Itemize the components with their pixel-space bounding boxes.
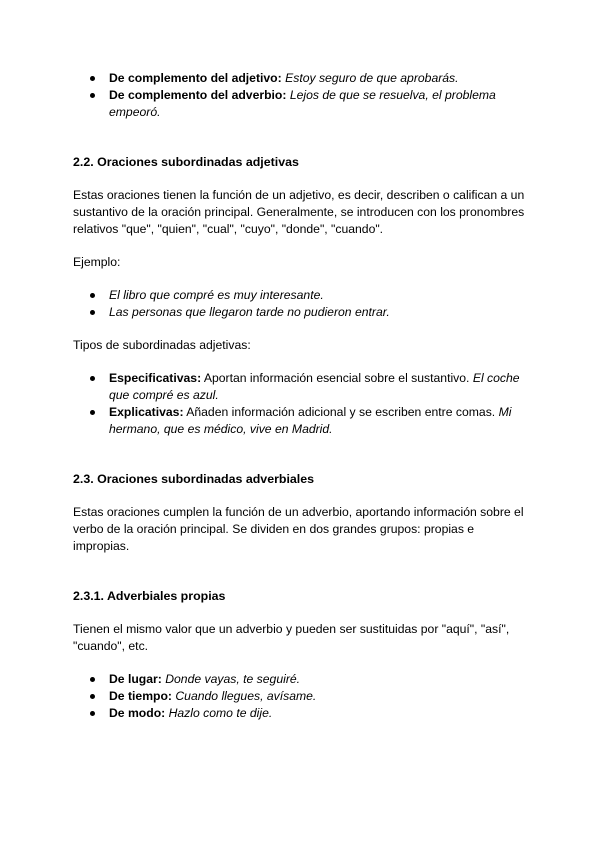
item-example: Hazlo como te dije. xyxy=(168,706,273,720)
item-example: Mi hermano, que es médico, vive en Madrid. xyxy=(109,405,512,436)
item-text: Añaden información adicional y se escriben entre comas. xyxy=(186,405,496,419)
list-item xyxy=(73,287,528,304)
item-label: De modo: xyxy=(109,706,166,720)
item-example: Lejos de que se resuelva, el problema empeoró. xyxy=(109,88,496,119)
item-label: Especificativas: xyxy=(109,371,202,385)
item-label: De lugar: xyxy=(109,672,162,686)
item-example: El coche que compré es azul. xyxy=(109,371,520,402)
complement-list xyxy=(73,70,528,121)
section-heading-2-3: 2.3. Oraciones subordinadas adverbiales xyxy=(73,472,315,486)
section-heading-2-3-1: 2.3.1. Adverbiales propias xyxy=(73,589,226,603)
item-example: El libro que compré es muy interesante. xyxy=(109,288,324,302)
list-item xyxy=(73,304,528,321)
example-list xyxy=(73,287,528,321)
item-text: Aportan información esencial sobre el sustantivo. xyxy=(203,371,470,385)
list-item xyxy=(73,688,528,705)
document-page xyxy=(73,70,528,722)
item-label: De complemento del adverbio: xyxy=(109,88,287,102)
item-example: Estoy seguro de que aprobarás. xyxy=(285,71,459,85)
paragraph-2-3-intro: Estas oraciones cumplen la función de un adverbio, aportando información sobre el verbo de la oración principal. Se dividen en dos grandes grupos: propias e impropias. xyxy=(73,505,524,553)
adverbial-types-list xyxy=(73,671,528,722)
item-label: De complemento del adjetivo: xyxy=(109,71,282,85)
item-label: Explicativas: xyxy=(109,405,184,419)
list-item xyxy=(73,705,528,722)
list-item xyxy=(73,87,528,121)
types-label: Tipos de subordinadas adjetivas: xyxy=(73,338,251,352)
item-label: De tiempo: xyxy=(109,689,172,703)
list-item xyxy=(73,404,528,438)
example-label: Ejemplo: xyxy=(73,255,121,269)
item-example: Las personas que llegaron tarde no pudieron entrar. xyxy=(109,305,390,319)
types-list xyxy=(73,370,528,438)
section-heading-2-2: 2.2. Oraciones subordinadas adjetivas xyxy=(73,155,299,169)
item-example: Donde vayas, te seguiré. xyxy=(165,672,301,686)
paragraph-2-2-intro: Estas oraciones tienen la función de un adjetivo, es decir, describen o califican a un sustantivo de la oración principal. Generalmente, se introducen con los pronombres relativos "que", "quien", "cual", "cuyo", "donde", "cuando". xyxy=(73,188,525,236)
paragraph-2-3-1-intro: Tienen el mismo valor que un adverbio y pueden ser sustituidas por "aquí", "así", "cuando", etc. xyxy=(73,622,510,653)
list-item xyxy=(73,370,528,404)
item-example: Cuando llegues, avísame. xyxy=(175,689,317,703)
list-item xyxy=(73,70,528,87)
list-item xyxy=(73,671,528,688)
